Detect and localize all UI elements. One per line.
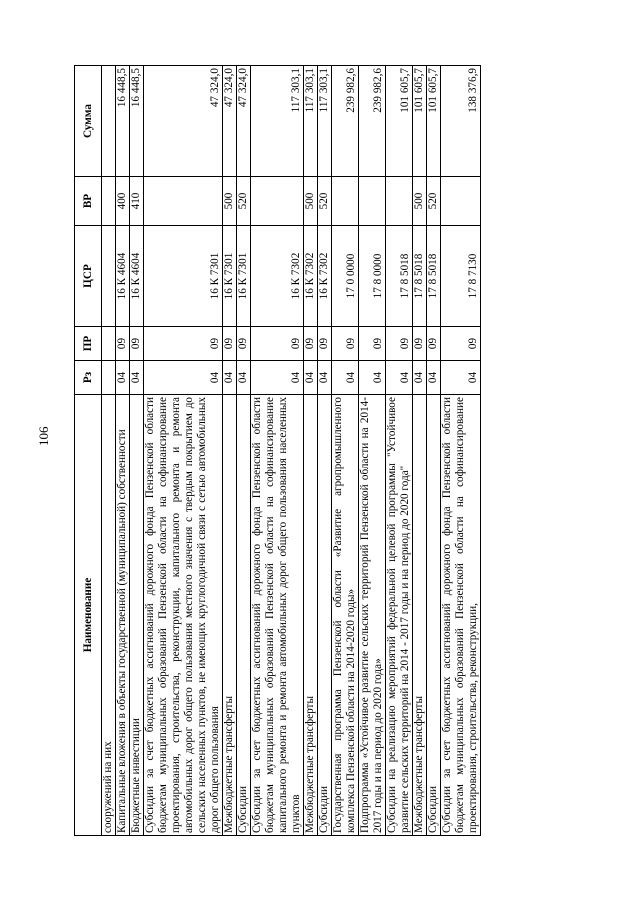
cell-name: сооружений на них	[102, 395, 116, 836]
cell-pr: 09	[251, 327, 304, 361]
cell-pr: 09	[332, 327, 359, 361]
cell-vr	[441, 177, 481, 226]
cell-csr: 16 К 7301	[237, 226, 251, 327]
cell-vr	[144, 177, 223, 226]
cell-name: Бюджетные инвестиции	[130, 395, 144, 836]
cell-rz: 04	[237, 361, 251, 395]
table-row	[427, 66, 441, 836]
table-row	[223, 66, 237, 836]
table-header-row	[75, 66, 102, 836]
cell-rz: 04	[332, 361, 359, 395]
cell-rz: 04	[386, 361, 413, 395]
cell-rz: 04	[130, 361, 144, 395]
cell-pr: 09	[116, 327, 130, 361]
cell-rz: 04	[441, 361, 481, 395]
rotated-page-content	[74, 66, 579, 836]
cell-csr: 17 0 0000	[332, 226, 359, 327]
cell-csr: 17 8 0000	[359, 226, 386, 327]
header-pr: ПР	[75, 327, 102, 361]
cell-rz: 04	[359, 361, 386, 395]
cell-csr: 16 К 4604	[116, 226, 130, 327]
table-row	[130, 66, 144, 836]
cell-sum: 117 303,1	[304, 66, 318, 177]
cell-vr	[359, 177, 386, 226]
cell-pr: 09	[359, 327, 386, 361]
cell-vr: 400	[116, 177, 130, 226]
cell-name: Межбюджетные трансферты	[223, 395, 237, 836]
cell-csr: 17 8 5018	[427, 226, 441, 327]
cell-sum: 47 324,0	[223, 66, 237, 177]
cell-pr: 09	[130, 327, 144, 361]
cell-rz: 04	[251, 361, 304, 395]
cell-vr: 500	[413, 177, 427, 226]
table-row	[102, 66, 116, 836]
cell-rz: 04	[304, 361, 318, 395]
cell-vr: 500	[223, 177, 237, 226]
cell-vr: 410	[130, 177, 144, 226]
table-row	[304, 66, 318, 836]
cell-pr: 09	[144, 327, 223, 361]
cell-csr: 17 8 5018	[386, 226, 413, 327]
table-row	[359, 66, 386, 836]
cell-csr: 16 К 7302	[318, 226, 332, 327]
cell-csr: 16 К 7302	[304, 226, 318, 327]
cell-sum: 16 448,5	[116, 66, 130, 177]
cell-csr: 16 К 7302	[251, 226, 304, 327]
cell-sum: 47 324,0	[144, 66, 223, 177]
cell-name: Субсидии	[237, 395, 251, 836]
cell-csr: 16 К 7301	[144, 226, 223, 327]
cell-name: Межбюджетные трансферты	[304, 395, 318, 836]
header-sum: Сумма	[75, 66, 102, 177]
cell-pr	[102, 327, 116, 361]
cell-pr: 09	[427, 327, 441, 361]
table-row	[251, 66, 304, 836]
cell-csr: 16 К 4604	[130, 226, 144, 327]
table-row	[332, 66, 359, 836]
cell-vr: 520	[318, 177, 332, 226]
cell-rz: 04	[427, 361, 441, 395]
cell-rz: 04	[318, 361, 332, 395]
cell-pr: 09	[237, 327, 251, 361]
cell-name: Субсидии за счет бюджетных ассигнований дорожного фонда Пензенской области бюджетам муниципальных образований Пензенской области на софинансирование проектирования, строительства, реконструкции, капитального ремонта и ремонта автомобильных дорог общего пользования местного значения с твердым покрытием до сельских населенных пунктов, не имеющих круглогодичной связи с сетью автомобильных дорог общего пользования	[144, 395, 223, 836]
table-row	[237, 66, 251, 836]
table-body	[102, 66, 481, 836]
cell-pr: 09	[304, 327, 318, 361]
cell-pr: 09	[413, 327, 427, 361]
cell-vr: 520	[427, 177, 441, 226]
cell-name: Капитальные вложения в объекты государственной (муниципальной) собственности	[116, 395, 130, 836]
cell-pr: 09	[223, 327, 237, 361]
cell-sum: 101 605,7	[386, 66, 413, 177]
cell-vr	[102, 177, 116, 226]
cell-vr	[251, 177, 304, 226]
cell-sum: 101 605,7	[413, 66, 427, 177]
cell-csr	[102, 226, 116, 327]
cell-name: Государственная программа Пензенской области «Развитие агропромышленного комплекса Пензенской области на 2014-2020 годы»	[332, 395, 359, 836]
cell-sum: 239 982,6	[332, 66, 359, 177]
cell-pr: 09	[318, 327, 332, 361]
cell-rz: 04	[144, 361, 223, 395]
cell-vr: 520	[237, 177, 251, 226]
page-number: 106	[36, 426, 51, 446]
cell-name: Субсидии на реализацию мероприятий федеральной целевой программы "Устойчивое развитие сельских территорий на 2014 - 2017 годы и на период до 2020 года"	[386, 395, 413, 836]
header-name: Наименование	[75, 395, 102, 836]
cell-vr: 500	[304, 177, 318, 226]
cell-sum: 117 303,1	[318, 66, 332, 177]
cell-pr: 09	[386, 327, 413, 361]
budget-table	[74, 65, 481, 836]
header-rz: Рз	[75, 361, 102, 395]
cell-rz: 04	[223, 361, 237, 395]
cell-pr: 09	[441, 327, 481, 361]
cell-sum: 117 303,1	[251, 66, 304, 177]
cell-name: Субсидии	[318, 395, 332, 836]
cell-sum: 47 324,0	[237, 66, 251, 177]
cell-csr: 17 8 7130	[441, 226, 481, 327]
cell-name: Межбюджетные трансферты	[413, 395, 427, 836]
cell-sum: 101 605,7	[427, 66, 441, 177]
cell-csr: 16 К 7301	[223, 226, 237, 327]
cell-rz: 04	[116, 361, 130, 395]
header-csr: ЦСР	[75, 226, 102, 327]
table-row	[318, 66, 332, 836]
table-row	[116, 66, 130, 836]
cell-name: Субсидии	[427, 395, 441, 836]
cell-csr: 17 8 5018	[413, 226, 427, 327]
cell-vr	[386, 177, 413, 226]
header-vr: ВР	[75, 177, 102, 226]
cell-rz: 04	[413, 361, 427, 395]
cell-name: Субсидии за счет бюджетных ассигнований дорожного фонда Пензенской области бюджетам муниципальных образований Пензенской области на софинансирование капитального ремонта и ремонта автомобильных дорог общего пользования населенных пунктов	[251, 395, 304, 836]
table-row	[386, 66, 413, 836]
cell-sum: 239 982,6	[359, 66, 386, 177]
table-row	[144, 66, 223, 836]
cell-sum	[102, 66, 116, 177]
cell-name: Субсидии за счет бюджетных ассигнований дорожного фонда Пензенской области бюджетам муниципальных образований Пензенской области на софинансирование проектирования, строительства, реконструкции,	[441, 395, 481, 836]
cell-vr	[332, 177, 359, 226]
table-row	[413, 66, 427, 836]
cell-sum: 138 376,9	[441, 66, 481, 177]
cell-sum: 16 448,5	[130, 66, 144, 177]
cell-rz	[102, 361, 116, 395]
table-row	[441, 66, 481, 836]
cell-name: Подпрограмма «Устойчивое развитие сельских территорий Пензенской области на 2014-2017 годы и на период до 2020 года»	[359, 395, 386, 836]
